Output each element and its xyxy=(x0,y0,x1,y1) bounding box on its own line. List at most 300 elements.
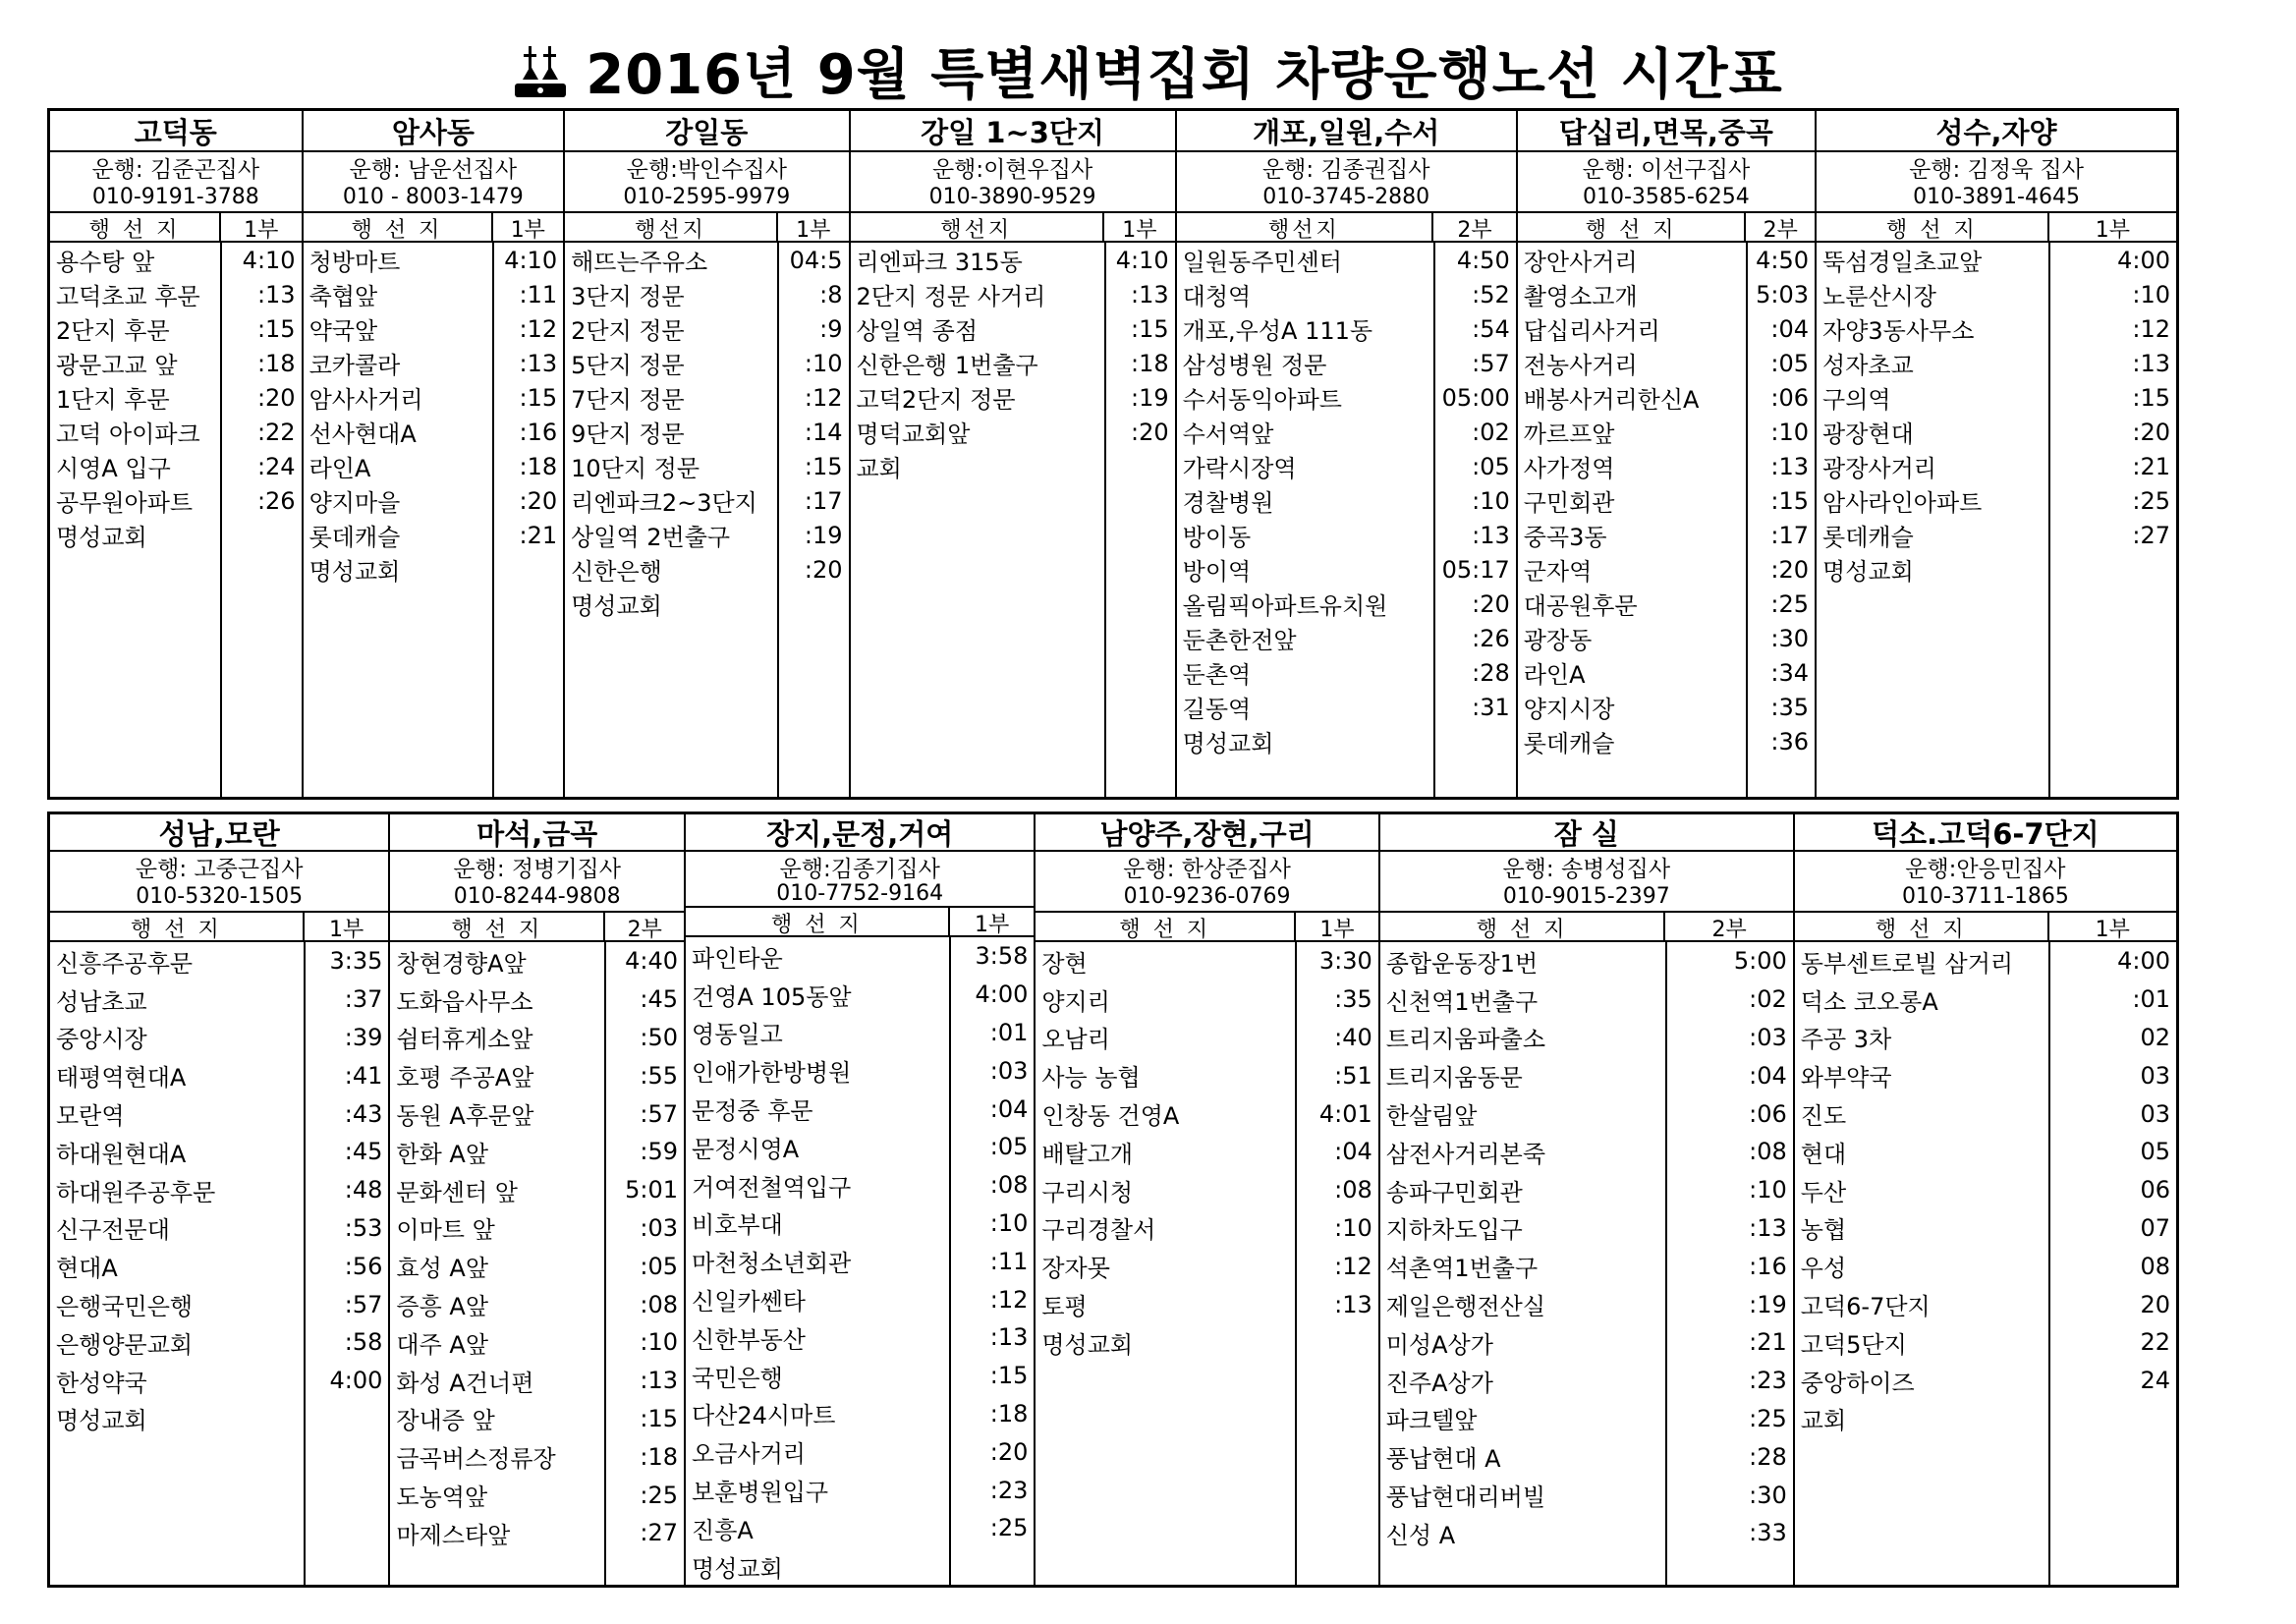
stop-name: 마제스타앞 xyxy=(396,1521,511,1549)
route-driver: 운행:박인수집사 xyxy=(626,156,787,183)
stop-name: 동부센트로빌 삼거리 xyxy=(1800,949,2014,978)
route-column xyxy=(50,814,390,1585)
column-header xyxy=(565,213,848,243)
stop-name: 광문고교 앞 xyxy=(56,352,178,379)
stop-row xyxy=(1795,980,2176,1019)
stop-row xyxy=(50,415,302,449)
route-phone: 010-3891-4645 xyxy=(1817,182,2176,213)
stop-time: 02 xyxy=(2140,1023,2170,1051)
stop-name: 수서역앞 xyxy=(1182,420,1274,448)
stop-time: :36 xyxy=(1770,727,1810,756)
stop-name: 리엔파크2~3단지 xyxy=(571,489,757,517)
stop-name: 한성약국 xyxy=(56,1369,147,1397)
stop-row xyxy=(1817,243,2176,277)
column-header xyxy=(1177,213,1516,243)
stop-name: 방이역 xyxy=(1182,558,1252,586)
stop-time: :35 xyxy=(1334,985,1372,1014)
stop-time: 22 xyxy=(2140,1328,2170,1357)
stop-row xyxy=(1817,449,2176,483)
stop-row xyxy=(304,277,564,311)
stop-row xyxy=(565,380,848,415)
stop-name: 신성 A xyxy=(1385,1521,1456,1549)
stop-name: 고덕2단지 정문 xyxy=(856,386,1016,414)
stop-name: 명성교회 xyxy=(571,592,662,620)
stop-name: 경찰병원 xyxy=(1182,489,1274,517)
stop-time: :06 xyxy=(1770,383,1810,412)
part-column-header: 1부 xyxy=(2095,218,2130,243)
stop-name: 신천역1번출구 xyxy=(1385,987,1539,1016)
stop-time: :04 xyxy=(989,1094,1029,1123)
stop-name: 진흥A xyxy=(692,1516,754,1544)
stop-time: 5:01 xyxy=(625,1176,679,1204)
part-column-header: 2부 xyxy=(627,918,662,942)
part-column-header: 1부 xyxy=(244,218,279,243)
stop-time: :21 xyxy=(2132,452,2170,480)
stop-row xyxy=(686,1280,1034,1318)
stop-name: 용수탕 앞 xyxy=(56,249,155,276)
stop-time: 4:00 xyxy=(975,980,1029,1009)
stop-time: :9 xyxy=(819,314,843,343)
stop-time: :16 xyxy=(519,418,558,446)
stop-name: 신한은행 1번출구 xyxy=(856,352,1038,379)
stop-time: :12 xyxy=(519,314,558,343)
stop-time: :35 xyxy=(1770,693,1810,721)
stop-row xyxy=(304,346,564,380)
stop-name: 파크텔앞 xyxy=(1385,1407,1478,1435)
stop-name: 은행국민은행 xyxy=(56,1293,194,1321)
stop-name: 트리지움파출소 xyxy=(1385,1026,1546,1054)
stop-row xyxy=(304,449,564,483)
stop-row xyxy=(1518,690,1815,724)
stop-row xyxy=(1380,980,1793,1019)
stop-name: 광장동 xyxy=(1523,627,1593,654)
stop-name: 일원동주민센터 xyxy=(1182,249,1342,276)
stop-time: :20 xyxy=(1472,589,1510,618)
stop-name: 호평 주공A앞 xyxy=(396,1064,534,1092)
stop-name: 비호부대 xyxy=(692,1211,783,1240)
stop-row xyxy=(50,1323,388,1362)
stop-row xyxy=(50,942,388,980)
route-phone: 010-3711-1865 xyxy=(1795,881,2176,913)
route-phone: 010-9236-0769 xyxy=(1036,881,1377,913)
stop-row xyxy=(1177,690,1516,724)
stop-time: 4:50 xyxy=(1456,246,1510,274)
stop-time: :13 xyxy=(1770,452,1810,480)
stop-row xyxy=(1795,1056,2176,1094)
route-column xyxy=(565,111,850,797)
stop-name: 성남초교 xyxy=(56,987,147,1016)
stop-row xyxy=(1177,346,1516,380)
stop-name: 시영A 입구 xyxy=(56,455,171,482)
stop-row xyxy=(390,1285,684,1323)
stop-name: 사능 농협 xyxy=(1041,1064,1141,1092)
stop-time: :15 xyxy=(256,314,296,343)
stop-row xyxy=(50,1362,388,1400)
stop-time: :57 xyxy=(344,1290,383,1318)
stop-name: 롯데캐슬 xyxy=(308,524,401,551)
stop-time: :12 xyxy=(1334,1252,1372,1280)
route-column xyxy=(686,814,1036,1585)
stop-row xyxy=(851,277,1175,311)
route-column xyxy=(390,814,686,1585)
stop-name: 구리경찰서 xyxy=(1041,1216,1156,1245)
stop-row xyxy=(1795,1133,2176,1171)
stop-row xyxy=(304,311,564,346)
stop-time: :10 xyxy=(1472,486,1510,515)
stop-row xyxy=(390,1094,684,1133)
stop-time: :25 xyxy=(1770,589,1810,618)
column-header xyxy=(50,213,302,243)
stop-time: :18 xyxy=(519,452,558,480)
stop-time: :01 xyxy=(989,1018,1029,1046)
stop-time: :20 xyxy=(2132,418,2170,446)
stop-row xyxy=(686,1014,1034,1052)
stop-row xyxy=(1518,621,1815,655)
stop-time: :34 xyxy=(1770,658,1810,687)
stop-name: 덕소 코오롱A xyxy=(1800,987,1938,1016)
stop-row xyxy=(1817,380,2176,415)
stop-time: :06 xyxy=(1749,1099,1787,1128)
stop-name: 상일역 종점 xyxy=(856,317,979,345)
stop-name: 보훈병원입구 xyxy=(692,1479,829,1507)
stop-time: :13 xyxy=(989,1323,1029,1352)
stop-name: 하대원현대A xyxy=(56,1140,187,1168)
stop-time: 4:10 xyxy=(504,246,558,274)
stop-name: 은행양문교회 xyxy=(56,1330,194,1359)
stop-row xyxy=(50,380,302,415)
stop-row xyxy=(1380,1133,1793,1171)
stop-name: 배봉사거리한신A xyxy=(1523,386,1700,414)
stop-time: :26 xyxy=(256,486,296,515)
stop-name: 장내증 앞 xyxy=(396,1407,495,1435)
stop-row xyxy=(390,1019,684,1057)
stop-time: 4:10 xyxy=(1115,246,1169,274)
route-name: 강일 1~3단지 xyxy=(851,111,1175,152)
route-phone: 010-7752-9164 xyxy=(686,881,1034,908)
stop-row xyxy=(686,1242,1034,1280)
stop-time: :31 xyxy=(1472,693,1510,721)
stop-time: :03 xyxy=(989,1056,1029,1085)
stop-time: :39 xyxy=(344,1023,383,1051)
stop-name: 해뜨는주유소 xyxy=(571,249,708,276)
stop-time: :25 xyxy=(640,1481,679,1509)
stop-column-header: 행 선 지 xyxy=(304,213,493,241)
stop-time: :10 xyxy=(1749,1176,1787,1204)
stop-row xyxy=(1795,1362,2176,1400)
stop-row xyxy=(390,980,684,1019)
stop-name: 양지시장 xyxy=(1523,696,1615,723)
route-name: 답십리,면목,중곡 xyxy=(1518,111,1815,152)
stop-time: :30 xyxy=(1770,624,1810,652)
stop-name: 명성교회 xyxy=(1822,558,1914,586)
stop-row xyxy=(1817,277,2176,311)
stop-row xyxy=(50,1019,388,1057)
route-name: 장지,문정,거여 xyxy=(686,814,1034,852)
stop-row xyxy=(686,1509,1034,1547)
stop-name: 동원 A후문앞 xyxy=(396,1102,534,1131)
stop-name: 인애가한방병원 xyxy=(692,1059,852,1088)
stop-row xyxy=(50,346,302,380)
column-divider xyxy=(304,942,306,1585)
stop-name: 구민회관 xyxy=(1523,489,1615,517)
route-name: 성남,모란 xyxy=(50,814,388,852)
stop-time: :19 xyxy=(1131,383,1169,412)
part-column-header: 1부 xyxy=(974,913,1010,937)
stop-time: :13 xyxy=(640,1367,679,1395)
route-phone: 010-9015-2397 xyxy=(1380,881,1793,913)
route-column xyxy=(851,111,1177,797)
route-phone: 010 - 8003-1479 xyxy=(304,182,564,213)
stop-name: 교회 xyxy=(1800,1407,1847,1435)
stop-name: 증흥 A앞 xyxy=(396,1293,489,1321)
stop-name: 명성교회 xyxy=(56,1407,147,1435)
stop-time: :10 xyxy=(1334,1213,1372,1242)
stop-row xyxy=(1817,518,2176,552)
column-header xyxy=(390,913,684,942)
part-column-header: 1부 xyxy=(510,218,545,243)
stop-time: :48 xyxy=(344,1176,383,1204)
column-header xyxy=(1036,913,1377,942)
stop-row xyxy=(851,346,1175,380)
stop-time: :13 xyxy=(1131,280,1169,308)
route-driver: 운행: 남운선집사 xyxy=(349,156,518,183)
stop-row xyxy=(1177,655,1516,690)
stop-name: 명성교회 xyxy=(1182,730,1274,757)
route-driver: 운행: 김준곤집사 xyxy=(91,156,260,183)
part-column-header: 2부 xyxy=(1763,218,1798,243)
stop-time: :57 xyxy=(640,1099,679,1128)
stop-time: 07 xyxy=(2140,1213,2170,1242)
column-header xyxy=(686,908,1034,937)
stop-time: :53 xyxy=(344,1213,383,1242)
stop-time: :15 xyxy=(519,383,558,412)
stop-row xyxy=(1518,346,1815,380)
stop-time: :13 xyxy=(1334,1290,1372,1318)
stop-time: 5:00 xyxy=(1733,947,1787,976)
stop-row xyxy=(686,1471,1034,1509)
stop-time: :22 xyxy=(256,418,296,446)
stop-time: :08 xyxy=(1334,1176,1372,1204)
route-phone: 010-2595-9979 xyxy=(565,182,848,213)
stop-row xyxy=(50,1209,388,1248)
stop-name: 상일역 2번출구 xyxy=(571,524,731,551)
stop-name: 신일카쎈타 xyxy=(692,1288,806,1316)
stop-row xyxy=(304,243,564,277)
stop-name: 오남리 xyxy=(1041,1026,1110,1054)
stop-row xyxy=(390,1171,684,1209)
column-header xyxy=(1817,213,2176,243)
stop-row xyxy=(851,243,1175,277)
stop-name: 고덕6-7단지 xyxy=(1800,1293,1931,1321)
stop-time: 05:17 xyxy=(1441,555,1510,584)
stop-time: 4:40 xyxy=(625,947,679,976)
route-name: 남양주,장현,구리 xyxy=(1036,814,1377,852)
stop-name: 토평 xyxy=(1041,1293,1088,1321)
stop-row xyxy=(1518,552,1815,587)
route-column xyxy=(1795,814,2176,1585)
stop-time: 4:01 xyxy=(1318,1099,1372,1128)
stop-row xyxy=(686,1318,1034,1357)
stop-time: :13 xyxy=(519,349,558,377)
stop-time: :15 xyxy=(2132,383,2170,412)
stop-row xyxy=(1177,483,1516,518)
stop-row xyxy=(686,937,1034,976)
stop-row xyxy=(1036,980,1377,1019)
stop-name: 하대원주공후문 xyxy=(56,1178,216,1206)
stop-name: 현대A xyxy=(56,1255,118,1283)
stop-row xyxy=(1795,1209,2176,1248)
stop-time: :13 xyxy=(1472,521,1510,549)
stop-time: :52 xyxy=(1472,280,1510,308)
stop-column-header: 행 선 지 xyxy=(50,213,221,241)
stop-name: 선사현대A xyxy=(308,420,417,448)
route-driver: 운행: 송병성집사 xyxy=(1502,856,1671,882)
stop-name: 군자역 xyxy=(1523,558,1593,586)
stop-name: 태평역현대A xyxy=(56,1064,187,1092)
stop-name: 뚝섬경일초교앞 xyxy=(1822,249,1983,276)
stop-name: 명성교회 xyxy=(56,524,147,551)
stop-name: 파인타운 xyxy=(692,944,783,973)
route-name: 고덕동 xyxy=(50,111,302,152)
route-column xyxy=(1177,111,1518,797)
stop-time: 4:00 xyxy=(2117,947,2170,976)
stop-time: :21 xyxy=(519,521,558,549)
stop-time: :10 xyxy=(804,349,843,377)
stop-row xyxy=(1380,1323,1793,1362)
stop-name: 농협 xyxy=(1800,1216,1847,1245)
stop-name: 구리시청 xyxy=(1041,1178,1134,1206)
route-phone: 010-3585-6254 xyxy=(1518,182,1815,213)
stop-name: 도화읍사무소 xyxy=(396,987,533,1016)
stop-name: 장현 xyxy=(1041,949,1088,978)
stop-row xyxy=(390,1437,684,1476)
stop-row xyxy=(1518,311,1815,346)
stop-time: :13 xyxy=(2132,349,2170,377)
stop-time: :45 xyxy=(344,1138,383,1166)
stop-name: 광장사거리 xyxy=(1822,455,1936,482)
stop-row xyxy=(1795,1285,2176,1323)
stop-row xyxy=(1518,483,1815,518)
stop-time: :03 xyxy=(640,1213,679,1242)
stop-row xyxy=(50,518,302,552)
stop-time: :18 xyxy=(256,349,296,377)
stop-name: 암사라인아파트 xyxy=(1822,489,1983,517)
stop-list xyxy=(565,243,848,797)
route-driver: 운행:이현우집사 xyxy=(931,156,1093,183)
stop-time: :04 xyxy=(1334,1138,1372,1166)
schedule-section-bottom xyxy=(47,812,2179,1588)
stop-time: 4:00 xyxy=(329,1367,383,1395)
stop-name: 고덕초교 후문 xyxy=(56,283,200,310)
stop-row xyxy=(1177,552,1516,587)
part-column-header: 1부 xyxy=(796,218,831,243)
stop-row xyxy=(1036,1285,1377,1323)
stop-name: 중앙하이즈 xyxy=(1800,1369,1915,1397)
route-phone: 010-5320-1505 xyxy=(50,881,388,913)
stop-row xyxy=(1795,1094,2176,1133)
stop-name: 금곡버스정류장 xyxy=(396,1445,556,1474)
stop-row xyxy=(390,1247,684,1285)
stop-row xyxy=(686,1432,1034,1471)
stop-time: 05:00 xyxy=(1441,383,1510,412)
stop-row xyxy=(1380,1514,1793,1552)
stop-row xyxy=(851,380,1175,415)
stop-name: 둔촌역 xyxy=(1182,661,1252,689)
stop-name: 양지리 xyxy=(1041,987,1110,1016)
stop-row xyxy=(1036,1094,1377,1133)
stop-name: 삼전사거리본죽 xyxy=(1385,1140,1546,1168)
stop-row xyxy=(1795,1171,2176,1209)
stop-name: 한화 A앞 xyxy=(396,1140,489,1168)
column-divider xyxy=(492,243,494,797)
stop-list xyxy=(50,942,388,1585)
stop-name: 5단지 정문 xyxy=(571,352,685,379)
stop-row xyxy=(565,311,848,346)
stop-row xyxy=(304,552,564,587)
stop-time: :40 xyxy=(1334,1023,1372,1051)
stop-name: 명성교회 xyxy=(692,1554,783,1583)
stop-time: :41 xyxy=(344,1061,383,1090)
stop-name: 삼성병원 정문 xyxy=(1182,352,1327,379)
stop-name: 2단지 정문 xyxy=(571,317,685,345)
stop-row xyxy=(1380,1209,1793,1248)
stop-row xyxy=(1518,655,1815,690)
stop-time: :11 xyxy=(989,1247,1029,1275)
part-column-header: 2부 xyxy=(1711,918,1747,942)
stop-time: :25 xyxy=(1749,1404,1787,1432)
stop-list xyxy=(1036,942,1377,1585)
stop-row xyxy=(50,449,302,483)
stop-row xyxy=(390,1133,684,1171)
stop-time: :27 xyxy=(2132,521,2170,549)
stop-time: :19 xyxy=(804,521,843,549)
stop-row xyxy=(1795,1247,2176,1285)
stop-name: 사가정역 xyxy=(1523,455,1615,482)
stop-row xyxy=(1036,1209,1377,1248)
stop-row xyxy=(50,1133,388,1171)
stop-name: 화성 A건너편 xyxy=(396,1369,534,1397)
stop-name: 2단지 정문 사거리 xyxy=(856,283,1046,310)
stop-name: 수서동익아파트 xyxy=(1182,386,1342,414)
stop-time: :15 xyxy=(1131,314,1169,343)
stop-row xyxy=(1518,243,1815,277)
stop-time: :54 xyxy=(1472,314,1510,343)
stop-name: 진주A상가 xyxy=(1385,1369,1493,1397)
stop-time: :17 xyxy=(804,486,843,515)
stop-name: 이마트 앞 xyxy=(396,1216,495,1245)
stop-name: 인창동 건영A xyxy=(1041,1102,1180,1131)
stop-time: 5:03 xyxy=(1756,280,1810,308)
stop-time: :05 xyxy=(640,1252,679,1280)
stop-time: :13 xyxy=(1749,1213,1787,1242)
stop-name: 라인A xyxy=(1523,661,1586,689)
stop-time: :12 xyxy=(804,383,843,412)
stop-row xyxy=(686,1128,1034,1166)
stop-row xyxy=(1380,1362,1793,1400)
stop-name: 주공 3차 xyxy=(1800,1026,1892,1054)
stop-time: :04 xyxy=(1770,314,1810,343)
stop-name: 까르프앞 xyxy=(1523,420,1615,448)
stop-row xyxy=(1036,1019,1377,1057)
stop-row xyxy=(565,346,848,380)
stop-row xyxy=(1817,483,2176,518)
stop-row xyxy=(1518,449,1815,483)
stop-row xyxy=(50,1247,388,1285)
stop-time: :19 xyxy=(1749,1290,1787,1318)
stop-name: 한살림앞 xyxy=(1385,1102,1478,1131)
stop-name: 명덕교회앞 xyxy=(856,420,971,448)
stop-column-header: 행 선 지 xyxy=(1380,913,1666,940)
